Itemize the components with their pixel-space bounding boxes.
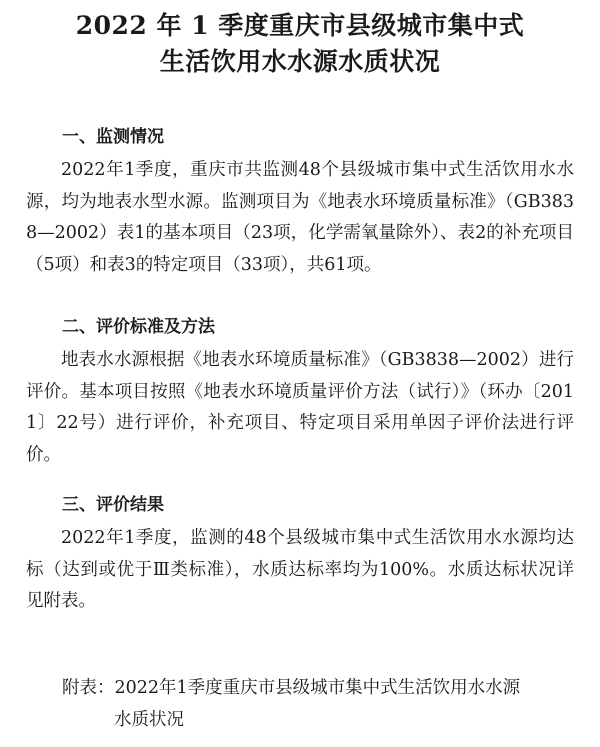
annex-note [62,672,582,736]
section-heading-evaluation-method: 二、评价标准及方法 [62,317,215,337]
section-paragraph-evaluation-result: 2022年1季度，监测的48个县级城市集中式生活饮用水水源均达标（达到或优于Ⅲ类标准），水质达标率均为100%。水质达标状况详见附表。 [26,528,574,612]
document-title-line-1: 2022 年 1 季度重庆市县级城市集中式 [75,11,525,40]
section-heading-monitoring: 一、监测情况 [62,127,164,147]
section-paragraph-monitoring: 2022年1季度，重庆市共监测48个县级城市集中式生活饮用水水源，均为地表水型水源。监测项目为《地表水环境质量标准》（GB3838—2002）表1的基本项目（23项，化学需氧量除外）、表2的补充项目（5项）和表3的特定项目（33项），共61项。 [26,160,574,275]
section-heading-evaluation-result: 三、评价结果 [62,495,164,515]
annex-line-1: 附表：2022年1季度重庆市县级城市集中式生活饮用水水源 [62,678,521,698]
annex-line-2: 水质状况 [114,710,184,730]
section-paragraph-evaluation-method: 地表水水源根据《地表水环境质量标准》（GB3838—2002）进行评价。基本项目按照《地表水环境质量评价方法（试行）》（环办〔2011〕22号）进行评价，补充项目、特定项目采用单因子评价法进行评价。 [26,350,574,465]
document-title-line-2: 生活饮用水水源水质状况 [159,47,441,76]
